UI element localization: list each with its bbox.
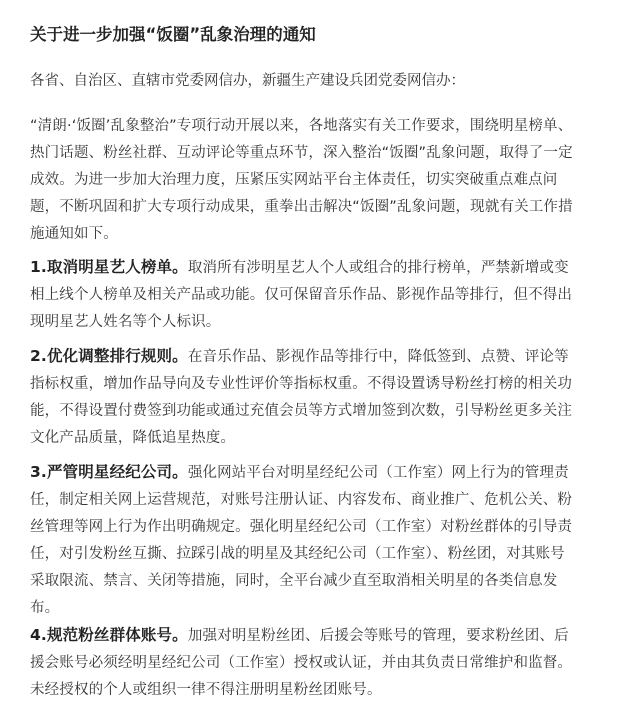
measure-4-heading: 4.规范粉丝群体账号。 — [30, 626, 188, 644]
measure-line — [30, 459, 620, 487]
measure-line: 任，对引发粉丝互撕、拉踩引战的明星及其经纪公司（工作室）、粉丝团，对其账号 — [30, 546, 565, 562]
measure-line — [30, 343, 620, 371]
measure-line: 未经授权的个人或组织一律不得注册明星粉丝团账号。 — [30, 682, 382, 698]
measure-line: 任，制定相关网上运营规范，对账号注册认证、内容发布、商业推广、危机公关、粉 — [30, 492, 573, 508]
measure-line: 文化产品质量，降低追星热度。 — [30, 430, 236, 446]
measure-line — [30, 254, 620, 282]
intro-paragraph — [30, 113, 620, 248]
measure-line: 相上线个人榜单及相关产品或功能。仅可保留音乐作品、影视作品等排行，但不得出 — [30, 287, 573, 303]
measure-text: 加强对明星粉丝团、后援会等账号的管理，要求粉丝团、后 — [187, 628, 569, 644]
measure-1-heading: 1.取消明星艺人榜单。 — [30, 258, 188, 276]
measure-2-paragraph — [30, 343, 620, 452]
measure-text: 取消所有涉明星艺人个人或组合的排行榜单，严禁新增或变 — [187, 260, 569, 276]
measure-line — [30, 622, 620, 650]
intro-line: 施通知如下。 — [30, 226, 118, 242]
intro-line: 题，不断巩固和扩大专项行动成果，重拳出击解决“饭圈”乱象问题，现就有关工作措 — [30, 199, 573, 215]
salutation: 各省、自治区、直辖市党委网信办，新疆生产建设兵团党委网信办： — [30, 73, 465, 89]
measure-1-paragraph — [30, 254, 620, 336]
measure-line: 指标权重，增加作品导向及专业性评价等指标权重。不得设置诱导粉丝打榜的相关功 — [30, 376, 573, 392]
measure-3-paragraph — [30, 459, 620, 622]
measure-text: 强化网站平台对明星经纪公司（工作室）网上行为的管理责 — [187, 465, 569, 481]
intro-line: 热门话题、粉丝社群、互动评论等重点环节，深入整治“饭圈”乱象问题，取得了一定 — [30, 145, 573, 161]
measure-line: 丝管理等网上行为作出明确规定。强化明星经纪公司（工作室）对粉丝群体的引导责 — [30, 519, 573, 535]
intro-line: 成效。为进一步加大治理力度，压紧压实网站平台主体责任，切实突破重点难点问 — [30, 172, 558, 188]
article-title: 关于进一步加强“饭圈”乱象治理的通知 — [30, 25, 316, 44]
measure-4-paragraph — [30, 622, 620, 704]
measure-3-heading: 3.严管明星经纪公司。 — [30, 463, 188, 481]
measure-line: 现明星艺人姓名等个人标识。 — [30, 314, 221, 330]
measure-2-heading: 2.优化调整排行规则。 — [30, 347, 188, 365]
measure-line: 布。 — [30, 600, 60, 616]
measure-text: 在音乐作品、影视作品等排行中，降低签到、点赞、评论等 — [187, 349, 569, 365]
measure-line: 能，不得设置付费签到功能或通过充值会员等方式增加签到次数，引导粉丝更多关注 — [30, 403, 573, 419]
intro-line: “清朗·‘饭圈’乱象整治”专项行动开展以来，各地落实有关工作要求，围绕明星榜单、 — [30, 118, 573, 134]
measure-line: 采取限流、禁言、关闭等措施，同时，全平台减少直至取消相关明星的各类信息发 — [30, 573, 558, 589]
measure-line: 援会账号必须经明星经纪公司（工作室）授权或认证，并由其负责日常维护和监督。 — [30, 655, 573, 671]
